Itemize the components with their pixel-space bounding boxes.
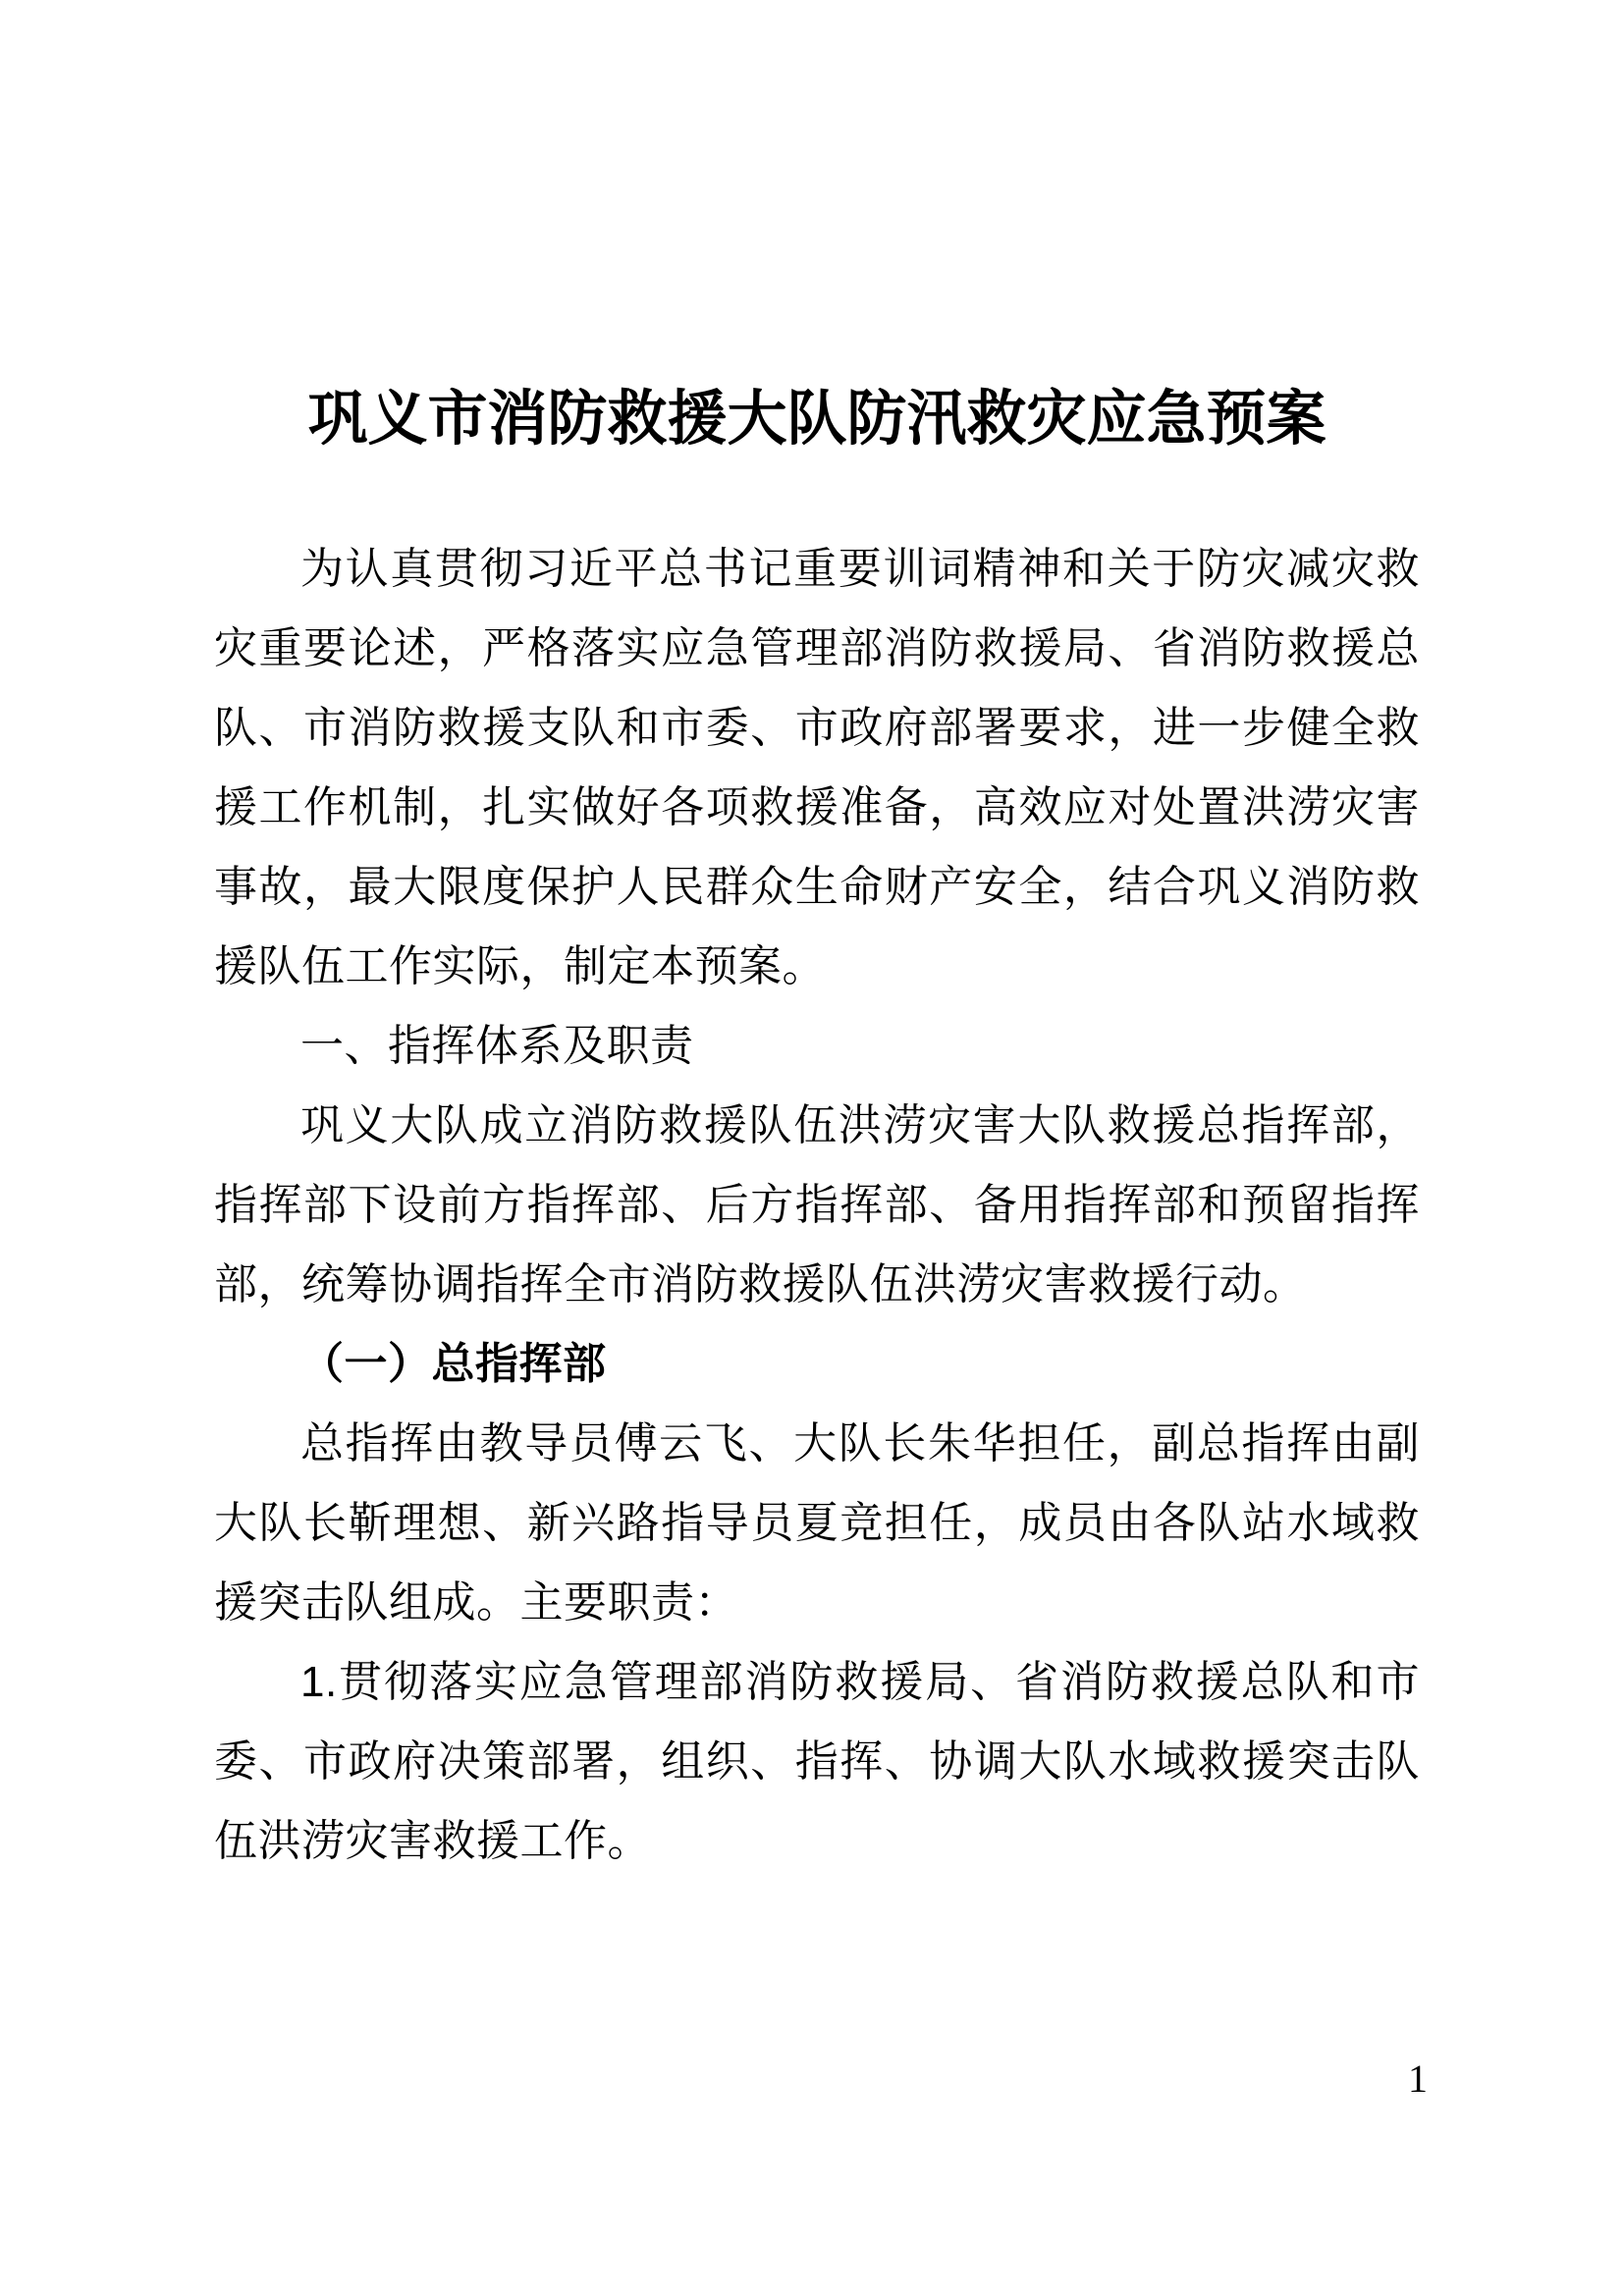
page-content <box>214 0 1420 1881</box>
paragraph-headquarters-membership: 总指挥由教导员傅云飞、大队长朱华担任，副总指挥由副大队长靳理想、新兴路指导员夏竞担任，成员由各队站水域救援突击队组成。主要职责： <box>214 1419 1420 1627</box>
subsection-heading-1-1: （一）总指挥部 <box>300 1340 607 1388</box>
paragraph-preamble: 为认真贯彻习近平总书记重要训词精神和关于防灾减灾救灾重要论述，严格落实应急管理部消防救援局、省消防救援总队、市消防救援支队和市委、市政府部署要求，进一步健全救援工作机制，扎实做好各项救援准备，高效应对处置洪涝灾害事故，最大限度保护人民群众生命财产安全，结合巩义消防救援队伍工作实际，制定本预案。 <box>214 545 1420 990</box>
paragraph-duty-item-1: 1.贯彻落实应急管理部消防救援局、省消防救援总队和市委、市政府决策部署，组织、指挥、协调大队水域救援突击队伍洪涝灾害救援工作。 <box>214 1658 1420 1865</box>
document-body <box>214 529 1420 1881</box>
section-heading-1: 一、指挥体系及职责 <box>300 1022 694 1070</box>
page-title: 巩义市消防救援大队防汛救灾应急预案 <box>307 385 1326 452</box>
paragraph-command-system: 巩义大队成立消防救援队伍洪涝灾害大队救援总指挥部，指挥部下设前方指挥部、后方指挥部、备用指挥部和预留指挥部，统筹协调指挥全市消防救援队伍洪涝灾害救援行动。 <box>214 1101 1420 1308</box>
page-number: 1 <box>1408 2056 1428 2101</box>
